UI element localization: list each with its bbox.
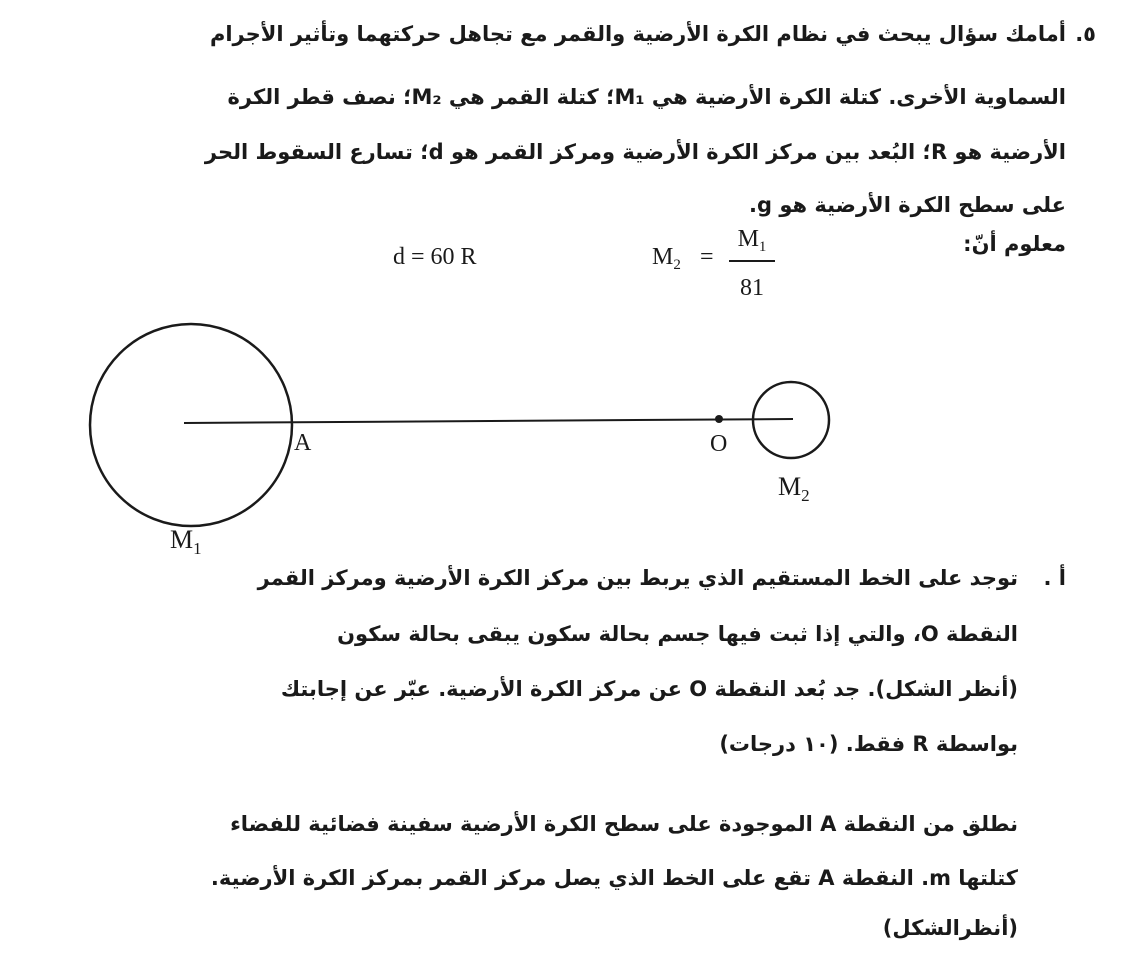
intro-line-3: الأرضية هو R؛ البُعد بين مركز الكرة الأرضية ومركز القمر هو d؛ تسارع السقوط الحر [204,140,1066,164]
part-a-label: أ . [1043,566,1066,590]
given-label: معلوم أنّ: [963,232,1066,256]
label-m2: $M_2$ [778,472,810,505]
continuation-line-3: (أنظرالشكل) [882,916,1018,940]
part-a-line-4: بواسطة R فقط. (١٠ درجات) [719,732,1018,756]
intro-line-1: أمامك سؤال يبحث في نظام الكرة الأرضية والقمر مع تجاهل حركتهما وتأثير الأجرام [209,22,1066,46]
part-a-line-2: النقطة O، والتي إذا ثبت فيها جسم بحالة سكون يبقى بحالة سكون [337,622,1018,646]
fraction-numerator: $M_1$ [737,226,767,255]
continuation-line-1: نطلق من النقطة A الموجودة على سطح الكرة الأرضية سفينة فضائية للفضاء [230,812,1018,836]
part-a-line-3: (أنظر الشكل). جد بُعد النقطة O عن مركز الكرة الأرضية. عبّر عن إجابتك [280,677,1018,701]
intro-line-4: على سطح الكرة الأرضية هو g. [748,193,1066,217]
fraction-denominator: 81 [740,275,764,301]
intro-line-2: السماوية الأخرى. كتلة الكرة الأرضية هي M₁؛ كتلة القمر هي M₂؛ نصف قطر الكرة [227,85,1066,109]
equation-m2-lhs: $M_2$ [652,244,681,273]
continuation-line-2: كتلتها m. النقطة A تقع على الخط الذي يصل مركز القمر بمركز الكرة الأرضية. [210,866,1018,890]
label-o: O [710,431,728,457]
question-number: ٥. [1075,22,1096,46]
label-m1: $M_1$ [170,525,202,558]
center-line [184,419,793,423]
label-a: A [294,430,312,456]
earth-circle [90,324,292,526]
part-a-line-1: توجد على الخط المستقيم الذي يربط بين مركز الكرة الأرضية ومركز القمر [257,566,1018,590]
equation-distance: d = 60 R [393,244,477,270]
equation-equals: = [700,244,714,270]
point-o-dot [715,415,723,423]
